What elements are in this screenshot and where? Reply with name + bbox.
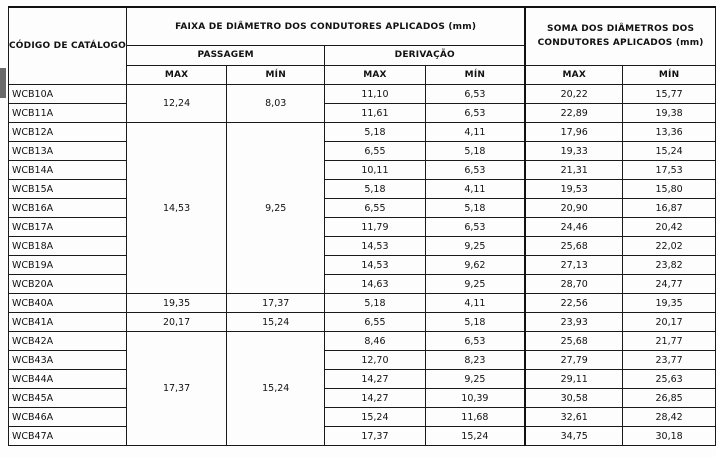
cell-sum-max: 22,89 (525, 104, 622, 123)
cell-sum-max: 23,93 (525, 313, 622, 332)
cell-derivacao-min: 9,25 (425, 237, 525, 256)
cell-sum-min: 17,53 (623, 161, 716, 180)
cell-derivacao-max: 14,63 (325, 275, 425, 294)
cell-code: WCB46A (9, 408, 127, 427)
table-row (9, 85, 716, 104)
cell-code: WCB15A (9, 180, 127, 199)
cell-sum-max: 25,68 (525, 237, 622, 256)
cell-derivacao-max: 11,10 (325, 85, 425, 104)
cell-derivacao-min: 11,68 (425, 408, 525, 427)
cell-sum-max: 28,70 (525, 275, 622, 294)
cell-sum-max: 20,22 (525, 85, 622, 104)
cell-sum-min: 19,35 (623, 294, 716, 313)
cell-code: WCB16A (9, 199, 127, 218)
cell-derivacao-min: 4,11 (425, 294, 525, 313)
cell-derivacao-max: 5,18 (325, 123, 425, 142)
cell-sum-min: 15,77 (623, 85, 716, 104)
cell-passagem-min: 15,24 (227, 332, 325, 446)
table-row (9, 313, 716, 332)
cell-derivacao-max: 11,79 (325, 218, 425, 237)
cell-sum-max: 34,75 (525, 427, 622, 446)
cell-sum-max: 32,61 (525, 408, 622, 427)
cell-sum-max: 30,58 (525, 389, 622, 408)
header-range: FAIXA DE DIÂMETRO DOS CONDUTORES APLICADOS (mm) (126, 7, 525, 46)
cell-code: WCB18A (9, 237, 127, 256)
cell-sum-min: 25,63 (623, 370, 716, 389)
cell-derivacao-min: 15,24 (425, 427, 525, 446)
cell-derivacao-max: 14,27 (325, 389, 425, 408)
cell-sum-max: 22,56 (525, 294, 622, 313)
cell-derivacao-min: 4,11 (425, 123, 525, 142)
cell-sum-max: 29,11 (525, 370, 622, 389)
cell-derivacao-min: 9,25 (425, 275, 525, 294)
cell-derivacao-max: 5,18 (325, 180, 425, 199)
cell-sum-max: 19,53 (525, 180, 622, 199)
cell-code: WCB13A (9, 142, 127, 161)
header-derivacao-min: MÍN (425, 65, 525, 84)
cell-sum-min: 22,02 (623, 237, 716, 256)
cell-passagem-max: 19,35 (126, 294, 226, 313)
cell-code: WCB12A (9, 123, 127, 142)
cell-derivacao-max: 6,55 (325, 199, 425, 218)
cell-derivacao-max: 12,70 (325, 351, 425, 370)
table-row (9, 237, 716, 256)
scan-artifact (0, 68, 6, 98)
cell-code: WCB47A (9, 427, 127, 446)
cell-passagem-max: 14,53 (126, 123, 226, 294)
cell-sum-min: 23,82 (623, 256, 716, 275)
cell-sum-min: 20,17 (623, 313, 716, 332)
table-row (9, 275, 716, 294)
header-passagem-min: MÍN (227, 65, 325, 84)
cell-sum-min: 30,18 (623, 427, 716, 446)
cell-passagem-min: 15,24 (227, 313, 325, 332)
cell-passagem-min: 8,03 (227, 85, 325, 123)
cell-passagem-max: 17,37 (126, 332, 226, 446)
catalog-table (8, 6, 716, 446)
cell-code: WCB44A (9, 370, 127, 389)
table-row (9, 256, 716, 275)
header-derivacao-max: MAX (325, 65, 425, 84)
cell-sum-max: 27,13 (525, 256, 622, 275)
cell-derivacao-min: 6,53 (425, 332, 525, 351)
cell-sum-max: 27,79 (525, 351, 622, 370)
cell-derivacao-max: 14,53 (325, 256, 425, 275)
cell-sum-max: 21,31 (525, 161, 622, 180)
cell-derivacao-max: 14,27 (325, 370, 425, 389)
cell-derivacao-min: 9,25 (425, 370, 525, 389)
cell-code: WCB20A (9, 275, 127, 294)
cell-sum-max: 20,90 (525, 199, 622, 218)
cell-sum-min: 16,87 (623, 199, 716, 218)
table-row (9, 427, 716, 446)
cell-code: WCB43A (9, 351, 127, 370)
cell-derivacao-min: 4,11 (425, 180, 525, 199)
cell-code: WCB40A (9, 294, 127, 313)
header-derivacao: DERIVAÇÃO (325, 46, 525, 65)
cell-sum-min: 24,77 (623, 275, 716, 294)
cell-code: WCB42A (9, 332, 127, 351)
cell-derivacao-min: 10,39 (425, 389, 525, 408)
table-row (9, 199, 716, 218)
table-row (9, 161, 716, 180)
cell-derivacao-max: 11,61 (325, 104, 425, 123)
cell-derivacao-min: 9,62 (425, 256, 525, 275)
cell-sum-min: 19,38 (623, 104, 716, 123)
cell-code: WCB19A (9, 256, 127, 275)
cell-derivacao-max: 10,11 (325, 161, 425, 180)
cell-passagem-max: 12,24 (126, 85, 226, 123)
cell-sum-min: 26,85 (623, 389, 716, 408)
table-row (9, 104, 716, 123)
cell-derivacao-min: 6,53 (425, 161, 525, 180)
cell-derivacao-min: 6,53 (425, 85, 525, 104)
cell-code: WCB14A (9, 161, 127, 180)
header-passagem: PASSAGEM (126, 46, 324, 65)
table-row (9, 351, 716, 370)
cell-derivacao-min: 5,18 (425, 313, 525, 332)
cell-derivacao-max: 15,24 (325, 408, 425, 427)
cell-sum-max: 19,33 (525, 142, 622, 161)
header-code: CÓDIGO DE CATÁLOGO (9, 7, 127, 85)
cell-sum-max: 25,68 (525, 332, 622, 351)
table-row (9, 180, 716, 199)
cell-code: WCB41A (9, 313, 127, 332)
header-passagem-max: MAX (126, 65, 226, 84)
table-row (9, 332, 716, 351)
cell-sum-min: 20,42 (623, 218, 716, 237)
cell-sum-min: 21,77 (623, 332, 716, 351)
table-row (9, 123, 716, 142)
cell-derivacao-min: 6,53 (425, 104, 525, 123)
table-row (9, 294, 716, 313)
cell-code: WCB45A (9, 389, 127, 408)
cell-derivacao-max: 6,55 (325, 313, 425, 332)
table-row (9, 389, 716, 408)
table-row (9, 142, 716, 161)
cell-sum-min: 15,24 (623, 142, 716, 161)
cell-derivacao-max: 6,55 (325, 142, 425, 161)
cell-passagem-max: 20,17 (126, 313, 226, 332)
cell-derivacao-max: 17,37 (325, 427, 425, 446)
cell-sum-min: 28,42 (623, 408, 716, 427)
cell-passagem-min: 9,25 (227, 123, 325, 294)
header-sum-max: MAX (525, 65, 622, 84)
table-row (9, 218, 716, 237)
table-row (9, 370, 716, 389)
cell-derivacao-max: 5,18 (325, 294, 425, 313)
cell-code: WCB11A (9, 104, 127, 123)
cell-sum-min: 15,80 (623, 180, 716, 199)
cell-code: WCB17A (9, 218, 127, 237)
cell-derivacao-min: 5,18 (425, 142, 525, 161)
cell-sum-min: 23,77 (623, 351, 716, 370)
header-sum-min: MÍN (623, 65, 716, 84)
cell-derivacao-min: 8,23 (425, 351, 525, 370)
cell-sum-max: 24,46 (525, 218, 622, 237)
cell-derivacao-min: 6,53 (425, 218, 525, 237)
cell-passagem-min: 17,37 (227, 294, 325, 313)
table-row (9, 408, 716, 427)
cell-derivacao-min: 5,18 (425, 199, 525, 218)
cell-code: WCB10A (9, 85, 127, 104)
cell-sum-max: 17,96 (525, 123, 622, 142)
cell-derivacao-max: 8,46 (325, 332, 425, 351)
cell-derivacao-max: 14,53 (325, 237, 425, 256)
cell-sum-min: 13,36 (623, 123, 716, 142)
header-sum: SOMA DOS DIÂMETROS DOS CONDUTORES APLICADOS (mm) (525, 7, 715, 65)
